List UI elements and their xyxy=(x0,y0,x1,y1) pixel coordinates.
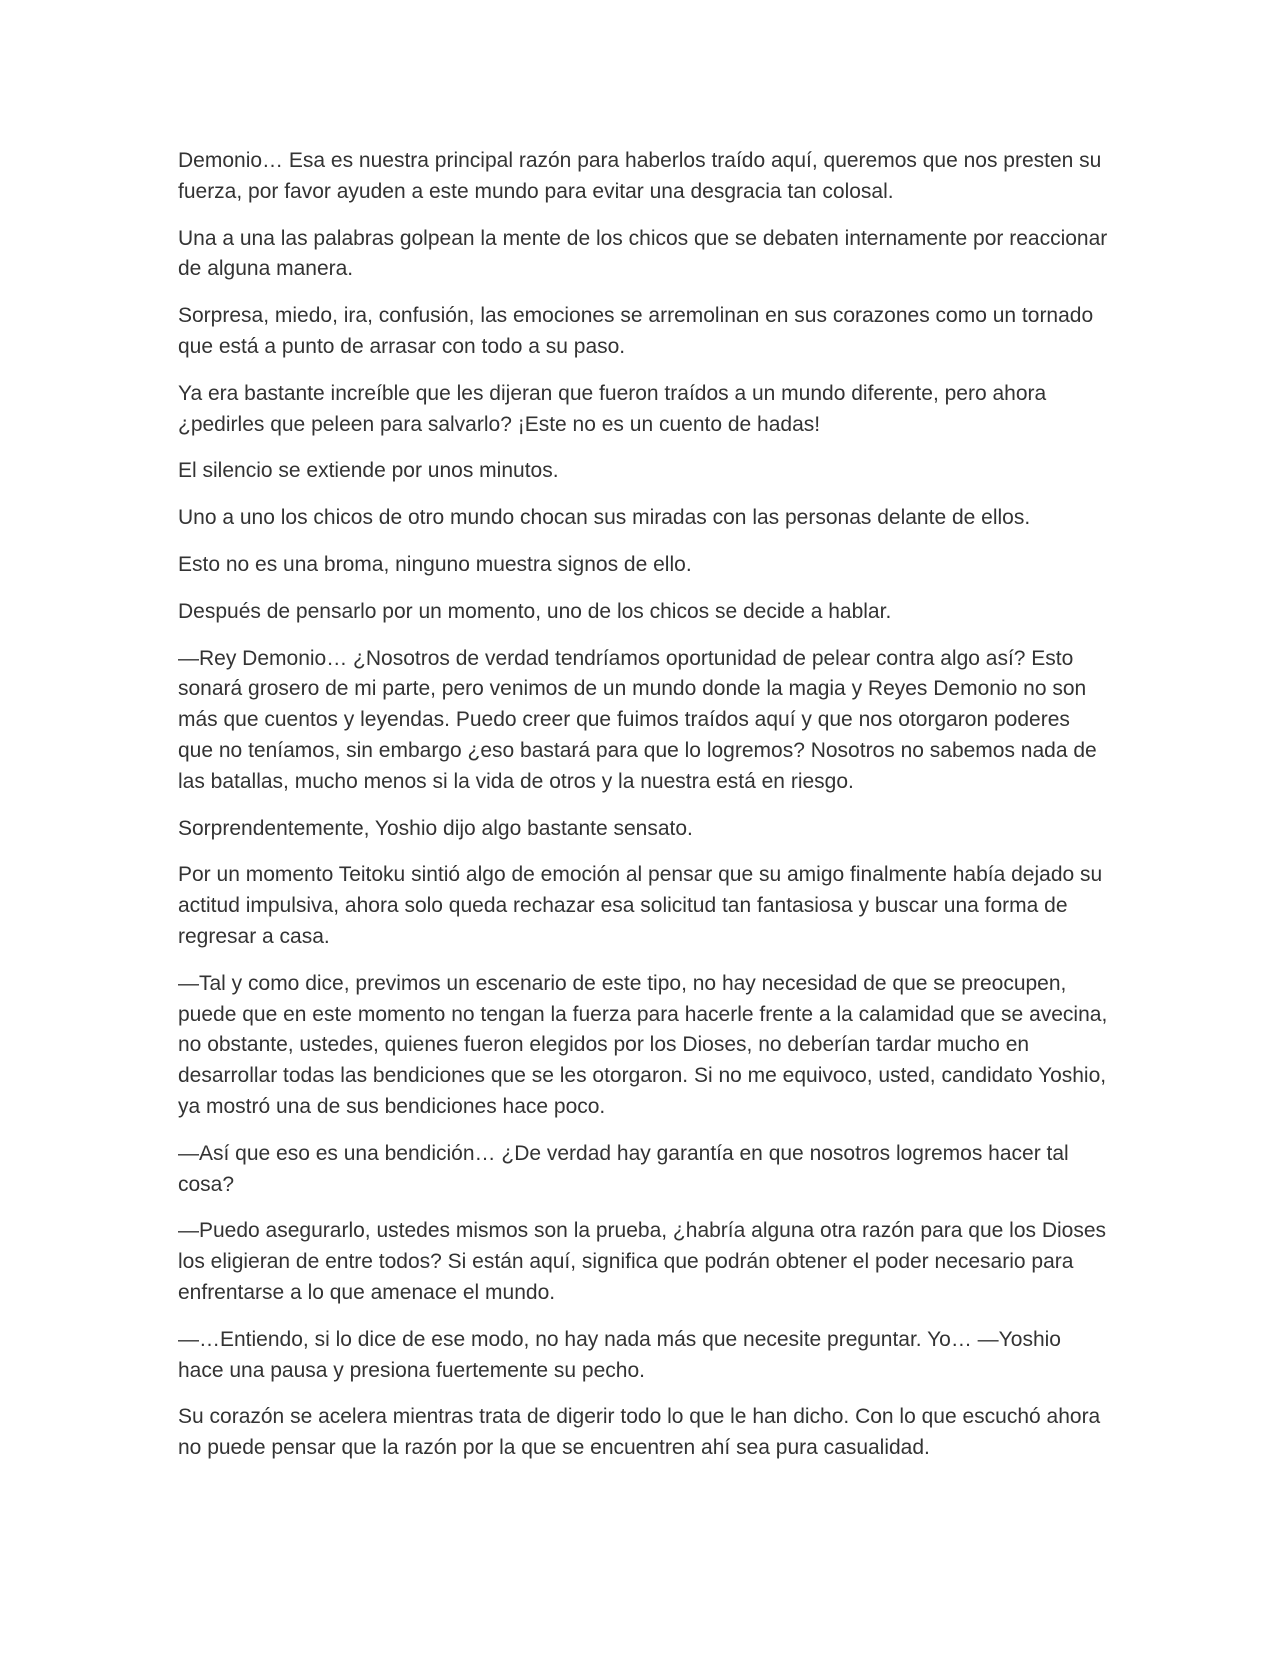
paragraph: El silencio se extiende por unos minutos. xyxy=(178,459,559,483)
dialogue-paragraph: —…Entiendo, si lo dice de ese modo, no hay nada más que necesite preguntar. Yo… —Yoshio hace una pausa y presiona fuertemente su pecho. xyxy=(178,1327,1061,1382)
paragraph: Sorpresa, miedo, ira, confusión, las emociones se arremolinan en sus corazones como un tornado que está a punto de arrasar con todo a su paso. xyxy=(178,304,1094,358)
paragraph: Por un momento Teitoku sintió algo de emoción al pensar que su amigo finalmente había dejado su actitud impulsiva, ahora solo queda rechazar esa solicitud tan fantasiosa y buscar una forma de regresar a casa. xyxy=(178,863,1103,948)
paragraph: Esto no es una broma, ninguno muestra signos de ello. xyxy=(178,552,692,576)
dialogue-paragraph: —Tal y como dice, previmos un escenario de este tipo, no hay necesidad de que se preocupen, puede que en este momento no tengan la fuerza para hacerle frente a la calamidad que se avecina, no obstante, ustedes, quienes fueron elegidos por los Dioses, no deberían tardar mucho en desarrollar todas las bendiciones que se les otorgaron. Si no me equivoco, usted, candidato Yoshio, ya mostró una de sus bendiciones hace poco. xyxy=(178,971,1108,1118)
paragraph: Su corazón se acelera mientras trata de digerir todo lo que le han dicho. Con lo que escuchó ahora no puede pensar que la razón por la que se encuentren ahí sea pura casualidad. xyxy=(178,1405,1101,1460)
dialogue-paragraph: —Puedo asegurarlo, ustedes mismos son la prueba, ¿habría alguna otra razón para que los Dioses los eligieran de entre todos? Si están aquí, significa que podrán obtener el poder necesario para enfrentarse a lo que amenace el mundo. xyxy=(178,1219,1107,1304)
document-body xyxy=(178,146,1108,1480)
dialogue-paragraph: —Rey Demonio… ¿Nosotros de verdad tendríamos oportunidad de pelear contra algo así? Esto sonará grosero de mi parte, pero venimos de un mundo donde la magia y Reyes Demonio no son más que cuentos y leyendas. Puedo creer que fuimos traídos aquí y que nos otorgaron poderes que no teníamos, sin embargo ¿eso bastará para que lo logremos? Nosotros no sabemos nada de las batallas, mucho menos si la vida de otros y la nuestra está en riesgo. xyxy=(178,646,1097,793)
paragraph: Demonio… Esa es nuestra principal razón para haberlos traído aquí, queremos que nos presten su fuerza, por favor ayuden a este mundo para evitar una desgracia tan colosal. xyxy=(178,149,1102,203)
paragraph: Ya era bastante increíble que les dijeran que fueron traídos a un mundo diferente, pero ahora ¿pedirles que peleen para salvarlo? ¡Este no es un cuento de hadas! xyxy=(178,381,1047,436)
paragraph: Después de pensarlo por un momento, uno de los chicos se decide a hablar. xyxy=(178,599,892,623)
paragraph: Una a una las palabras golpean la mente de los chicos que se debaten internamente por reaccionar de alguna manera. xyxy=(178,226,1108,281)
paragraph: Sorprendentemente, Yoshio dijo algo bastante sensato. xyxy=(178,816,693,840)
paragraph: Uno a uno los chicos de otro mundo chocan sus miradas con las personas delante de ellos. xyxy=(178,506,1031,530)
dialogue-paragraph: —Así que eso es una bendición… ¿De verdad hay garantía en que nosotros logremos hacer tal cosa? xyxy=(178,1141,1069,1196)
